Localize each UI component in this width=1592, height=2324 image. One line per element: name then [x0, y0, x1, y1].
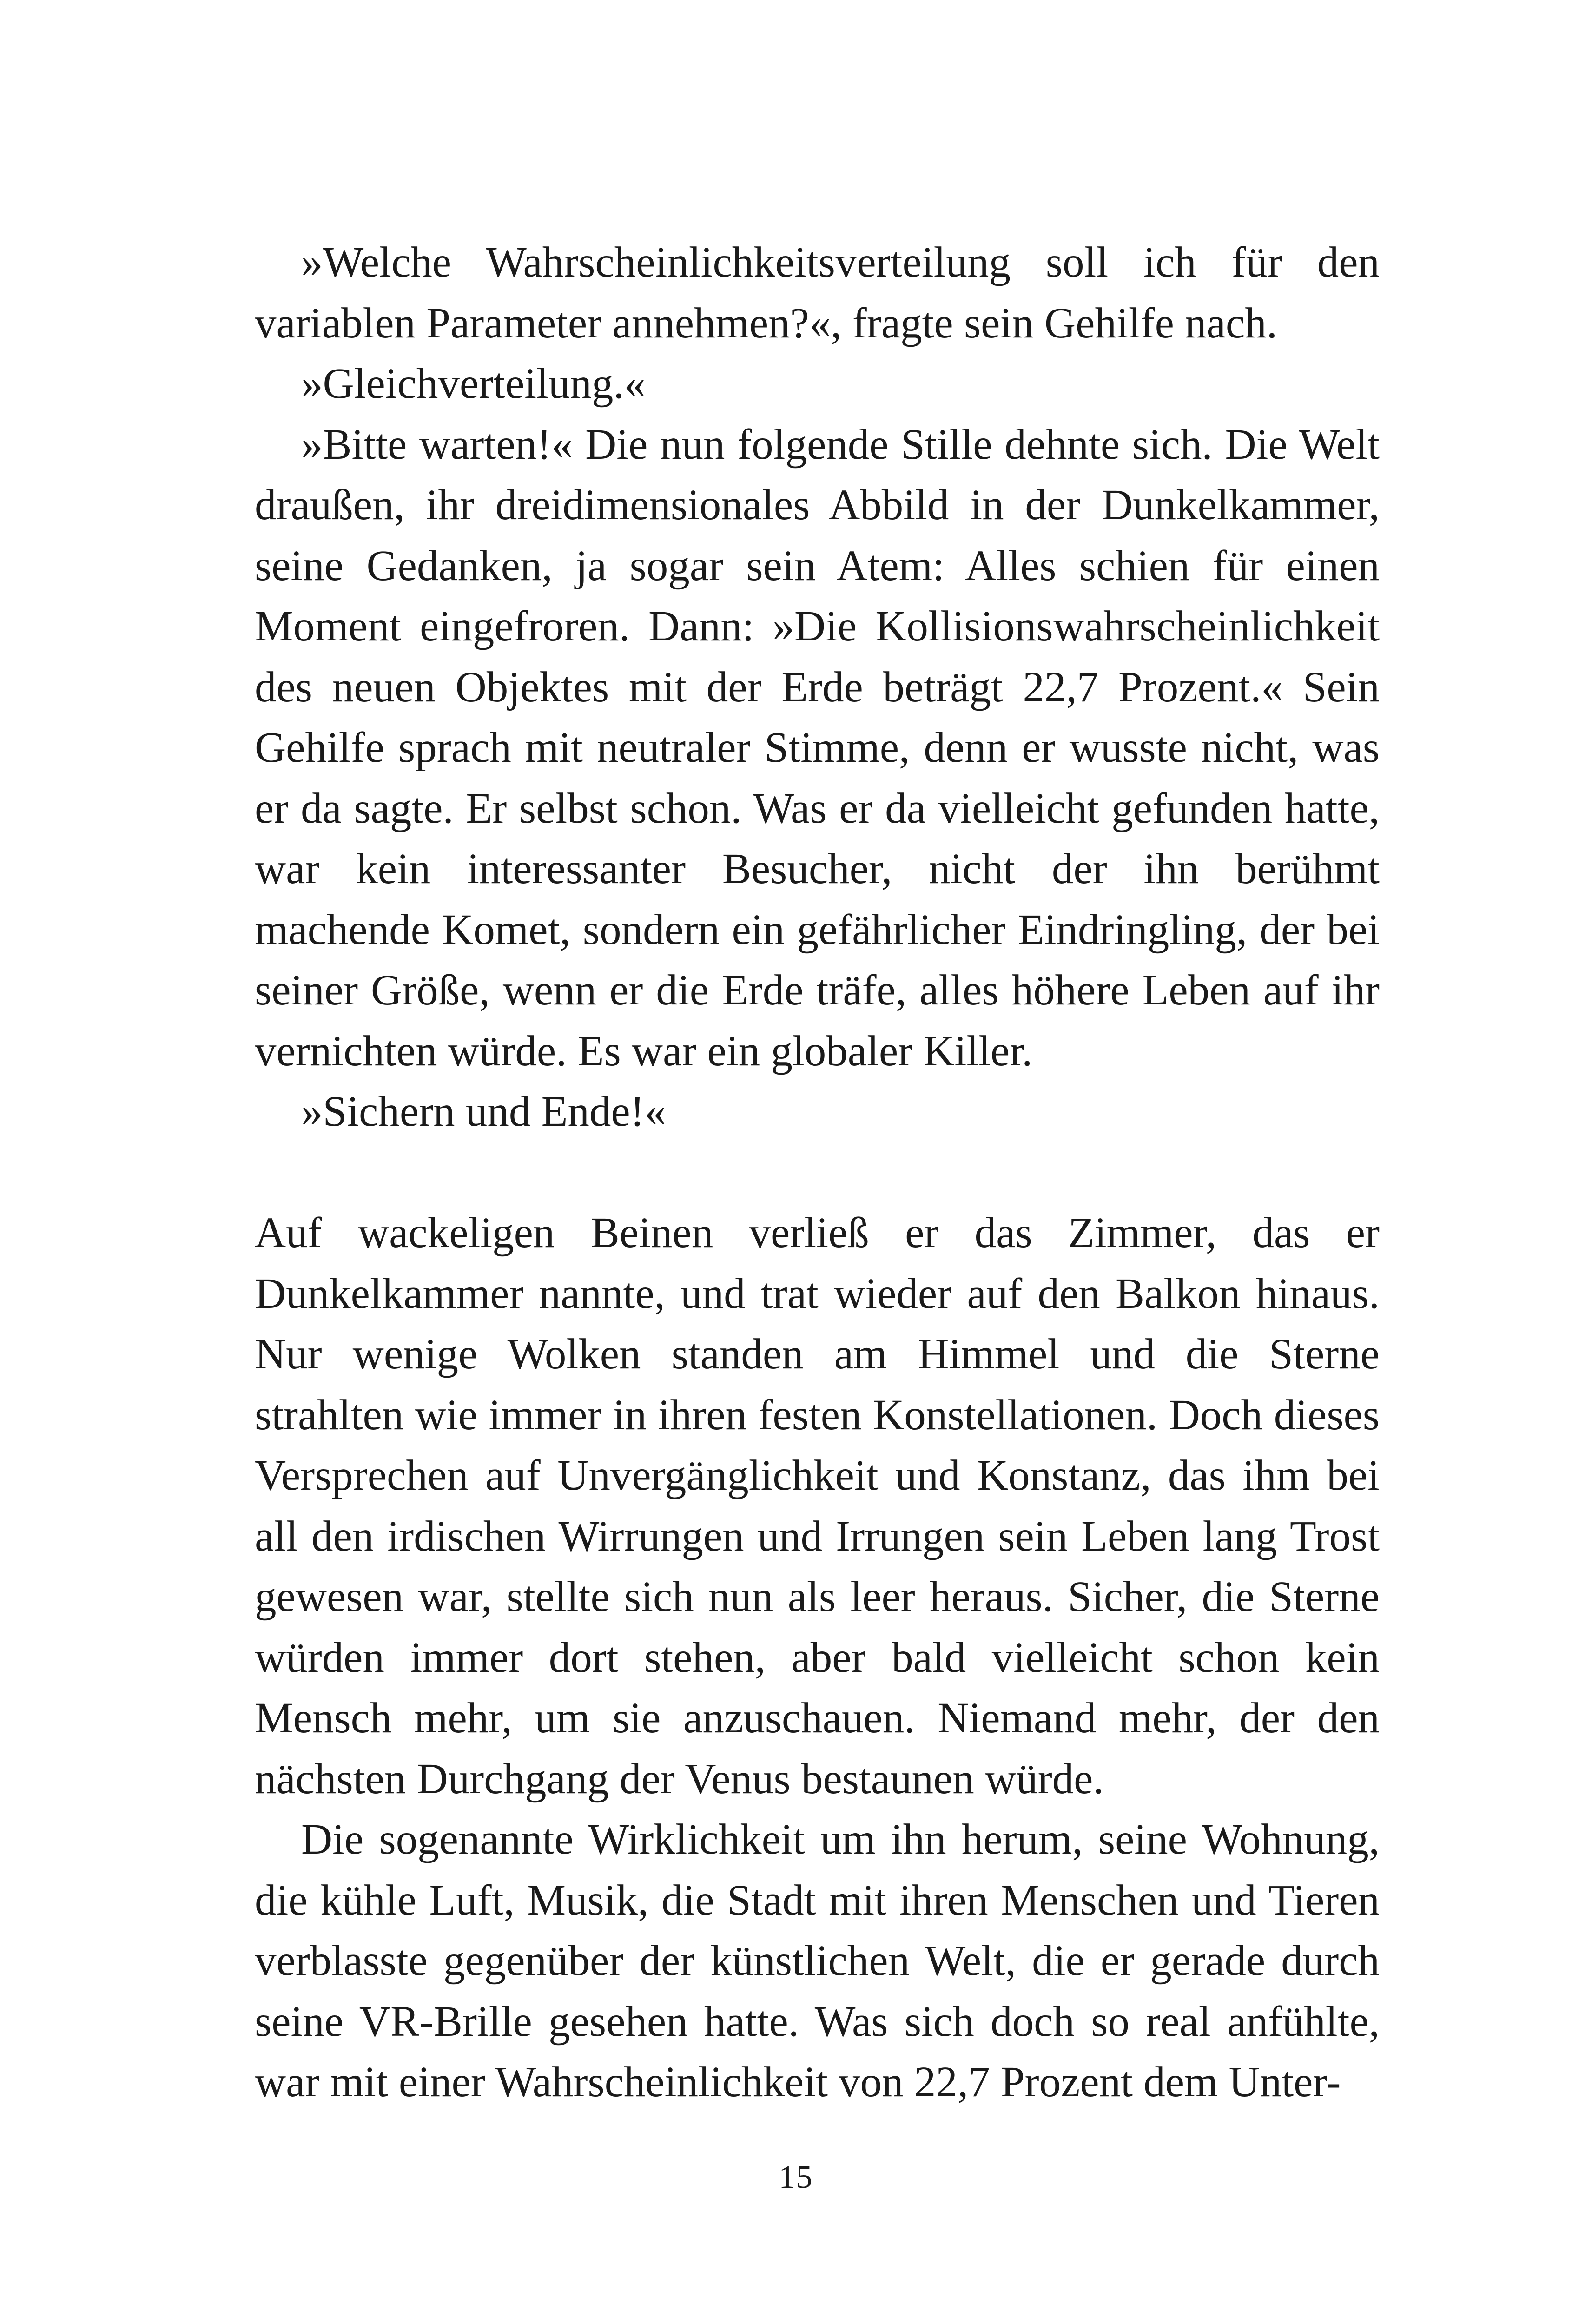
paragraph-reality: Die sogenannte Wirklichkeit um ihn herum, seine Wohnung, die kühle Luft, Musik, die Stadt mit ihren Menschen und Tieren verblasste gegenüber der künstlichen Welt, die er gerade durch seine VR-Brille gesehen hatte. Was sich doch so real anfühlte, war mit einer Wahrscheinlichkeit von 22,7 Prozent dem Unter-: [255, 1816, 1380, 2106]
paragraph-dialogue-question: »Welche Wahrscheinlichkeitsverteilung soll ich für den variablen Parameter annehmen?«, fragte sein Gehilfe nach.: [255, 238, 1380, 347]
section-break: [255, 1142, 1380, 1203]
paragraph-dialogue-answer: »Gleichverteilung.«: [301, 360, 646, 408]
page-number: 15: [779, 2159, 813, 2195]
paragraph-balcony: Auf wackeligen Beinen verließ er das Zimmer, das er Dunkelkammer nannte, und trat wieder auf den Balkon hinaus. Nur wenige Wolken standen am Himmel und die Sterne strahlten wie immer in ihren festen Konstellationen. Doch dieses Versprechen auf Unvergänglichkeit und Konstanz, das ihm bei all den irdischen Wirrungen und Irrungen sein Leben lang Trost gewesen war, stellte sich nun als leer heraus. Sicher, die Sterne würden immer dort stehen, aber bald vielleicht schon kein Mensch mehr, um sie anzuschauen. Niemand mehr, der den nächsten Durchgang der Venus bestaunen würde.: [255, 1209, 1380, 1803]
paragraph-dialogue-end: »Sichern und Ende!«: [301, 1088, 667, 1136]
body-text: [255, 232, 1380, 2113]
paragraph-collision-result: »Bitte warten!« Die nun folgende Stille dehnte sich. Die Welt draußen, ihr dreidimensionales Abbild in der Dunkelkammer, seine Gedanken, ja sogar sein Atem: Alles schien für einen Moment eingefroren. Dann: »Die Kollisionswahrscheinlichkeit des neuen Objektes mit der Erde beträgt 22,7 Prozent.« Sein Gehilfe sprach mit neutraler Stimme, denn er wusste nicht, was er da sagte. Er selbst schon. Was er da vielleicht gefunden hatte, war kein interessanter Besucher, nicht der ihn berühmt machende Komet, sondern ein gefährlicher Eindringling, der bei seiner Größe, wenn er die Erde träfe, alles höhere Leben auf ihr vernichten würde. Es war ein globaler Killer.: [255, 420, 1380, 1075]
